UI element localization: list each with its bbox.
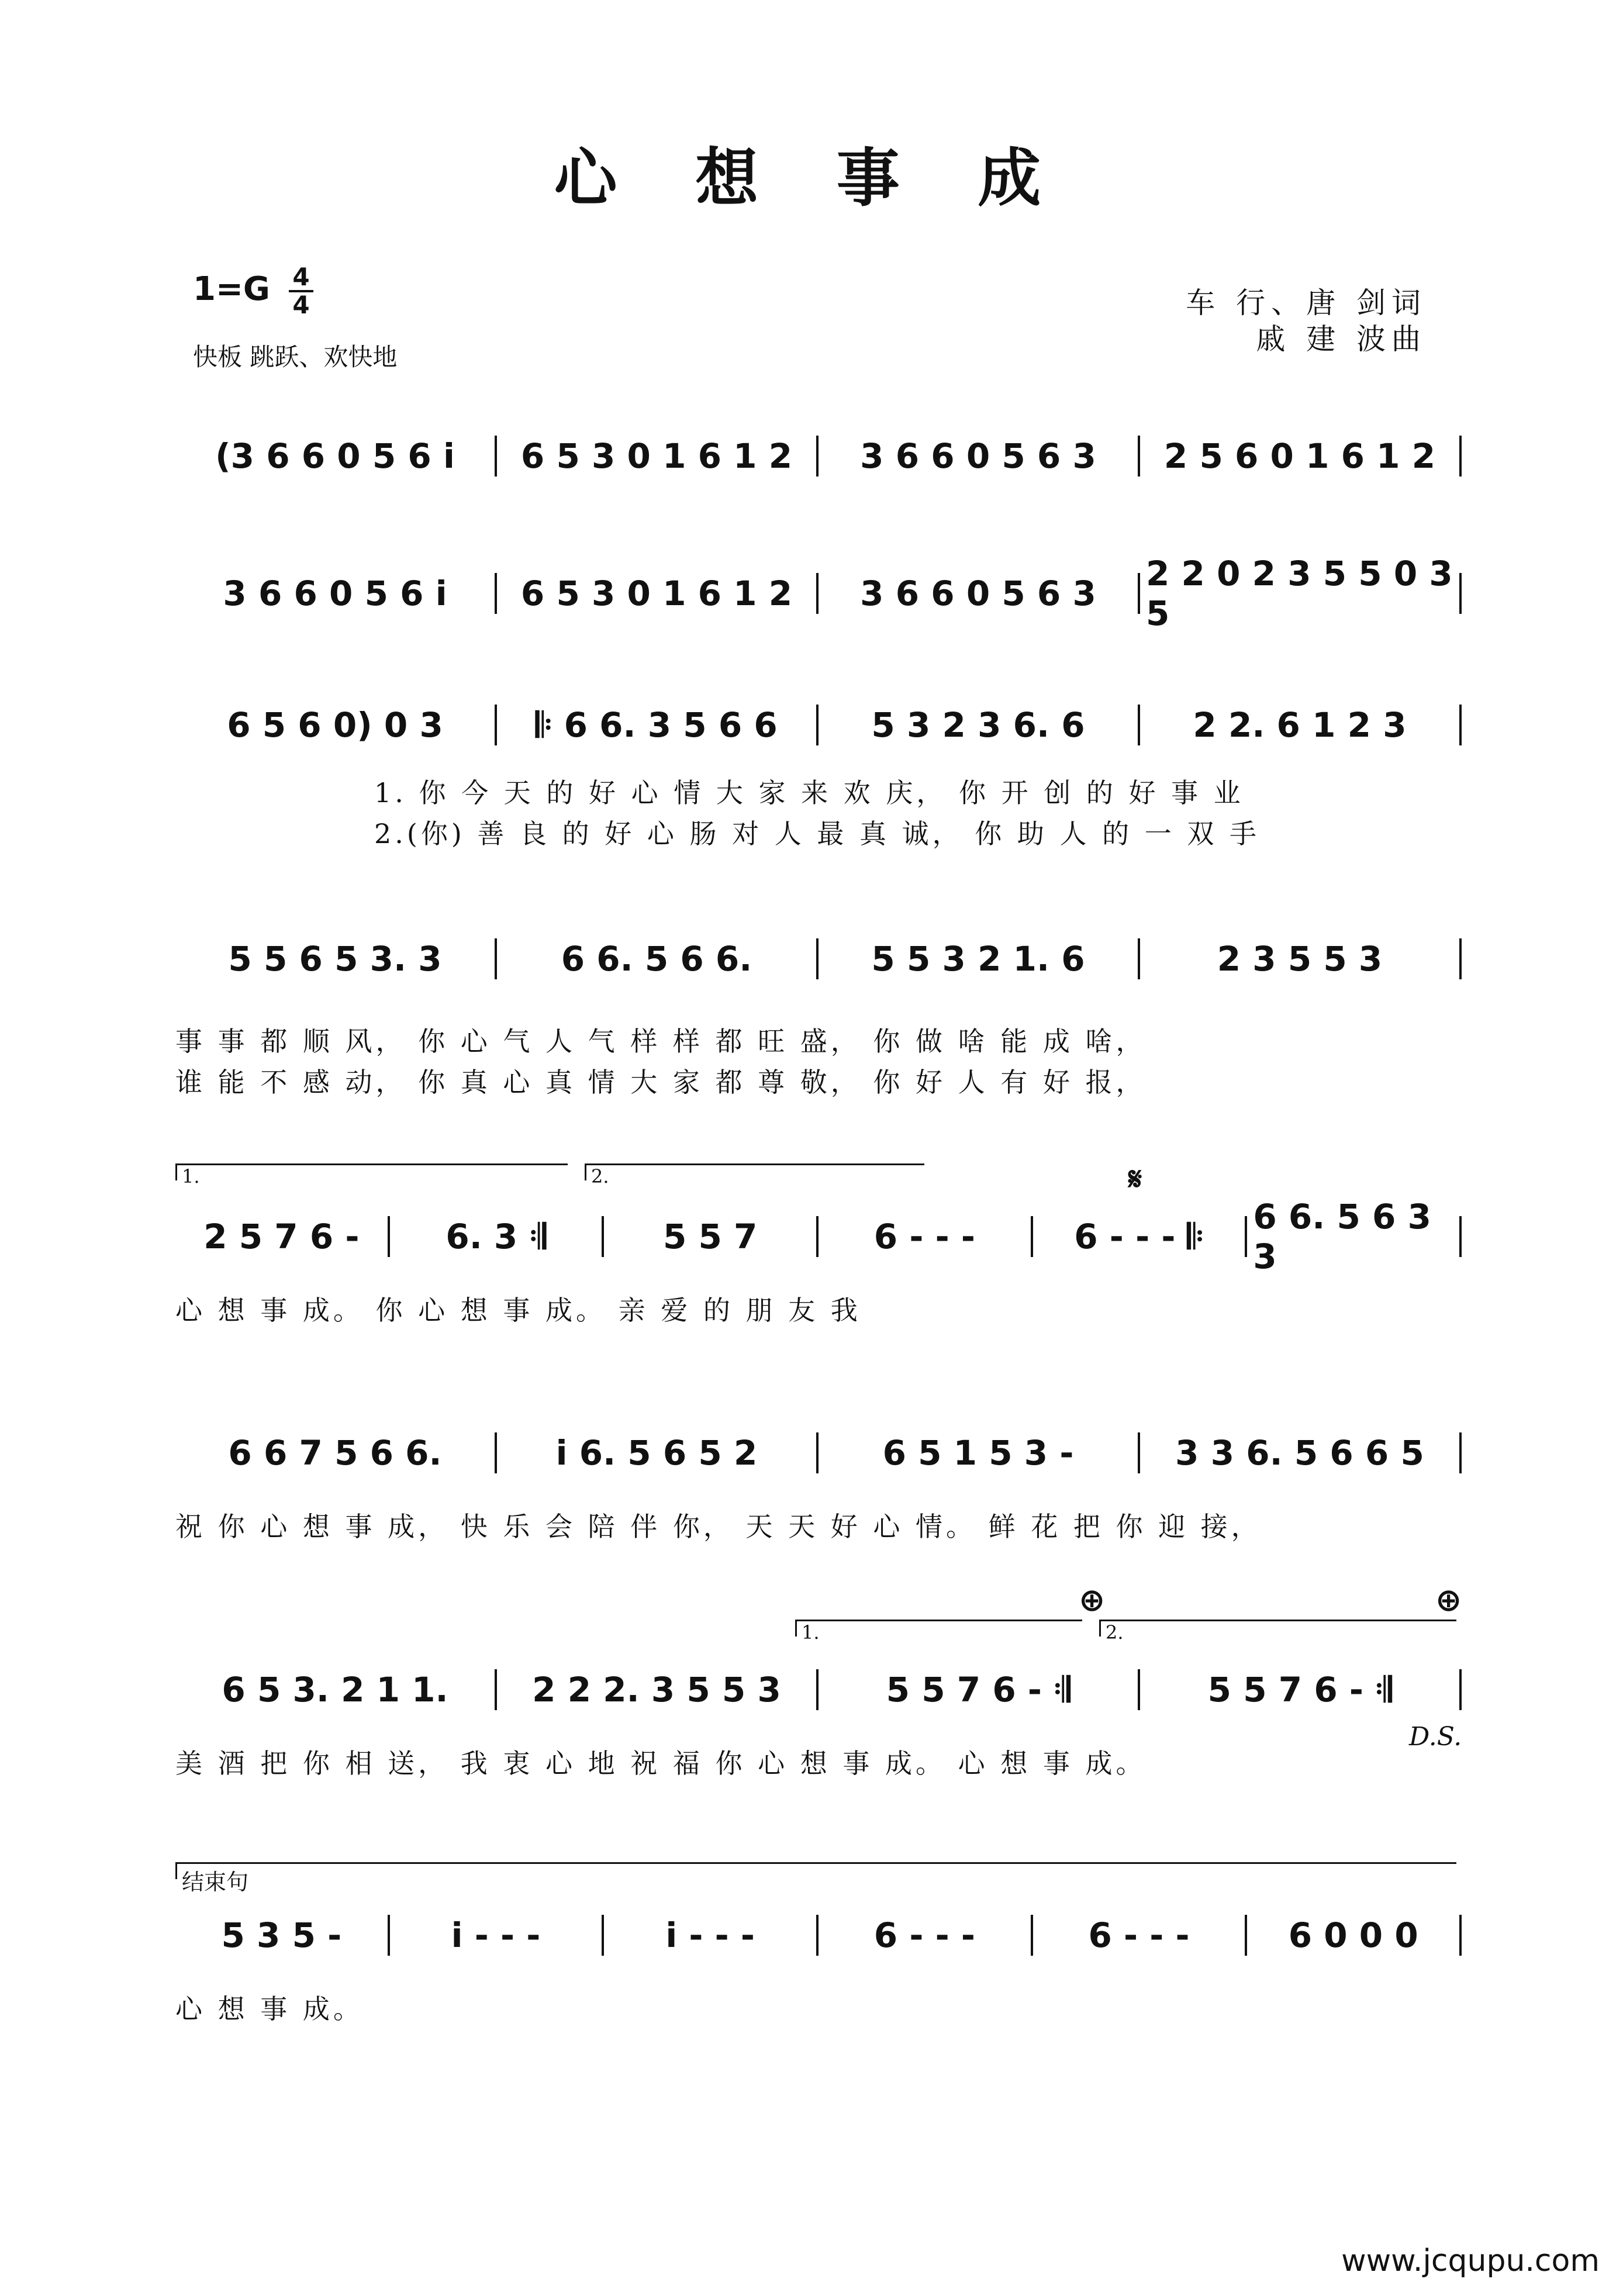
volta-1-bracket: 1. [795,1620,1082,1636]
measure: 3 6 6 0 5 6 3 [819,573,1140,614]
lyric-line: 心 想 事 成。 [175,1993,364,2025]
measure: 6 5 3 0 1 6 1 2 [497,573,819,614]
website-watermark: www.jcqupu.com [1341,2243,1600,2278]
song-title: 心 想 事 成 [554,141,1069,215]
measure: 6 - - - [819,1216,1033,1257]
composer-credit: 戚 建 波曲 [1256,322,1427,356]
measure: i - - - [390,1915,605,1956]
coda-sign: ⊕ [1079,1582,1106,1618]
measure: 2 2 0 2 3 5 5 0 3 5 [1140,573,1462,614]
lyric-line: 心 想 事 成。 你 心 想 事 成。 亲 爱 的 朋 友 我 [175,1294,861,1326]
measure: 5 3 5 - [175,1915,390,1956]
dal-segno-marking: D.S. [1409,1722,1462,1752]
score-row [175,554,1462,696]
score-row [175,1915,1462,2032]
lyric-line: 祝 你 心 想 事 成， 快 乐 会 陪 伴 你， 天 天 好 心 情。 鲜 花 把 你 迎 接， [175,1511,1262,1542]
measure: 5 5 6 5 3. 3 [175,938,497,979]
measure: 𝄆 6 6. 3 5 6 6 [497,705,819,745]
measure: 2 5 6 0 1 6 1 2 [1140,436,1462,477]
measure: 5 3 2 3 6. 6 [819,705,1140,745]
measure: 3 6 6 0 5 6 3 [819,436,1140,477]
measure: 6 - - - 𝄆 [1033,1216,1248,1257]
measure: 6 6 7 5 6 6. [175,1432,497,1473]
measure: 6 6. 5 6 6. [497,938,819,979]
score-row [175,1432,1462,1549]
measure: 6 - - - [1033,1915,1248,1956]
measure: 6 5 3. 2 1 1. [175,1669,497,1710]
measure: 6 - - - [819,1915,1033,1956]
measure: 6 5 1 5 3 - [819,1432,1140,1473]
time-bottom: 4 [292,291,310,319]
score-row [175,938,1462,1098]
score-row [175,436,1462,558]
measure: 2 2 2. 3 5 5 3 [497,1669,819,1710]
segno-sign: 𝄋 [1128,1161,1142,1197]
lyricist-credit: 车 行、唐 剑词 [1186,286,1427,320]
measure: 5 5 7 [604,1216,819,1257]
measure: 2 2. 6 1 2 3 [1140,705,1462,745]
volta-2-bracket: 2. [585,1163,924,1180]
ending-bracket: 结束句 [175,1862,1456,1879]
time-top: 4 [292,263,310,291]
volta-2-bracket: 2. [1099,1620,1456,1636]
lyric-line: 1. 你 今 天 的 好 心 情 大 家 来 欢 庆， 你 开 创 的 好 事 业 [374,777,1244,809]
lyric-line: 2.(你) 善 良 的 好 心 肠 对 人 最 真 诚， 你 助 人 的 一 双 手 [374,818,1260,850]
measure: 5 5 7 6 - 𝄇 [1140,1669,1462,1710]
measure: (3 6 6 0 5 6 i [175,436,497,477]
lyric-line: 事 事 都 顺 风， 你 心 气 人 气 样 样 都 旺 盛， 你 做 啥 能 成 啥， [175,1026,1147,1057]
measure: 6 5 6 0) 0 3 [175,705,497,745]
lyric-line: 美 酒 把 你 相 送， 我 衷 心 地 祝 福 你 心 想 事 成。 心 想 事 成。 [175,1748,1147,1779]
measure: 6 6. 5 6 3 3 [1247,1216,1462,1257]
measure: 6 0 0 0 [1247,1915,1462,1956]
score-row [175,705,1462,851]
volta-1-bracket: 1. [175,1163,568,1180]
measure: 3 6 6 0 5 6 i [175,573,497,614]
measure: 6 5 3 0 1 6 1 2 [497,436,819,477]
measure: 6. 3 𝄇 [390,1216,605,1257]
key-signature: 1=G [193,270,270,308]
measure: i - - - [604,1915,819,1956]
measure: i 6. 5 6 5 2 [497,1432,819,1473]
measure: 2 5 7 6 - [175,1216,390,1257]
score-row [175,1669,1462,1786]
measure: 5 5 3 2 1. 6 [819,938,1140,979]
coda-sign: ⊕ [1435,1582,1462,1618]
time-signature [288,264,315,318]
measure: 3 3 6. 5 6 6 5 [1140,1432,1462,1473]
tempo-marking: 快板 跳跃、欢快地 [193,343,398,371]
measure: 5 5 7 6 - 𝄇 [819,1669,1140,1710]
measure: 2 3 5 5 3 [1140,938,1462,979]
lyric-line: 谁 能 不 感 动， 你 真 心 真 情 大 家 都 尊 敬， 你 好 人 有 好 报， [175,1066,1147,1098]
score-row [175,1197,1462,1333]
